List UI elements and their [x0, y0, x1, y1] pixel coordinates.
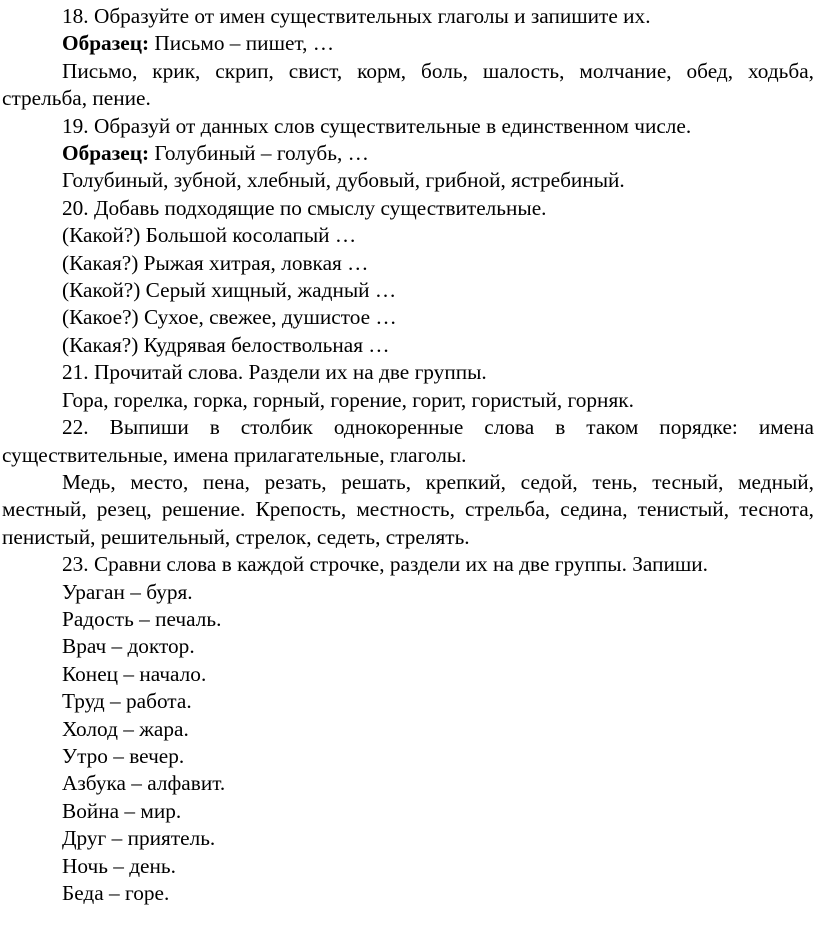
exercise-23-pair: Труд – работа. — [62, 689, 192, 714]
exercise-20-line: (Какой?) Серый хищный, жадный … — [62, 278, 397, 303]
exercise-23-pair: Утро – вечер. — [62, 743, 185, 768]
exercise-22-task: 22. Выпиши в столбик однокоренные слова в таком порядке: имена существительные, имена прилагательные, глаголы. — [2, 415, 814, 467]
exercise-19-task: 19. Образуй от данных слов существительные в единственном числе. — [62, 113, 692, 138]
exercise-23-pair-list — [2, 579, 814, 908]
exercise-23-pair: Холод – жара. — [62, 716, 189, 741]
exercise-20-line: (Какое?) Сухое, свежее, душистое … — [62, 305, 397, 330]
exercise-18-sample-label: Образец: — [62, 31, 150, 56]
exercise-23-pair: Конец – начало. — [62, 661, 207, 686]
exercise-19-words: Голубиный, зубной, хлебный, дубовый, грибной, ястребиный. — [62, 168, 625, 193]
exercise-20-line: (Какая?) Кудрявая белоствольная … — [62, 332, 390, 357]
exercise-23-pair: Беда – горе. — [62, 881, 170, 905]
exercise-21-words: Гора, горелка, горка, горный, горение, горит, гористый, горняк. — [62, 387, 634, 412]
exercise-21-task: 21. Прочитай слова. Раздели их на две группы. — [62, 360, 487, 385]
exercise-23-task: 23. Сравни слова в каждой строчке, раздели их на две группы. Запиши. — [62, 552, 708, 577]
exercise-23-pair: Ночь – день. — [62, 853, 176, 878]
exercise-22-words: Медь, место, пена, резать, решать, крепкий, седой, тень, тесный, медный, местный, резец, решение. Крепость, местность, стрельба, седина, тенистый, теснота, пенистый, решительный, стрелок, седеть, стрелять. — [2, 469, 814, 549]
exercise-20-line: (Какой?) Большой косолапый … — [62, 223, 357, 248]
exercise-23-pair: Война – мир. — [62, 798, 182, 823]
exercise-23-pair: Азбука – алфавит. — [62, 771, 226, 796]
exercise-19-sample-label: Образец: — [62, 141, 150, 166]
exercise-19-sample-text: Голубиный – голубь, … — [149, 141, 369, 166]
exercise-19-sample — [2, 140, 814, 167]
exercise-23-pair: Врач – доктор. — [62, 634, 195, 659]
exercise-20-task: 20. Добавь подходящие по смыслу существительные. — [62, 195, 547, 220]
exercise-18-sample — [2, 30, 814, 57]
exercise-23-pair: Радость – печаль. — [62, 606, 222, 631]
exercise-18-task: 18. Образуйте от имен существительных глаголы и запишите их. — [62, 4, 651, 28]
exercise-18-words: Письмо, крик, скрип, свист, корм, боль, шалость, молчание, обед, ходьба, стрельба, пение. — [2, 58, 814, 111]
exercise-23-pair: Ураган – буря. — [62, 579, 193, 604]
exercise-20-line: (Какая?) Рыжая хитрая, ловкая … — [62, 250, 369, 275]
exercise-23-pair: Друг – приятель. — [62, 826, 216, 851]
exercise-18-sample-text: Письмо – пишет, … — [149, 31, 335, 56]
